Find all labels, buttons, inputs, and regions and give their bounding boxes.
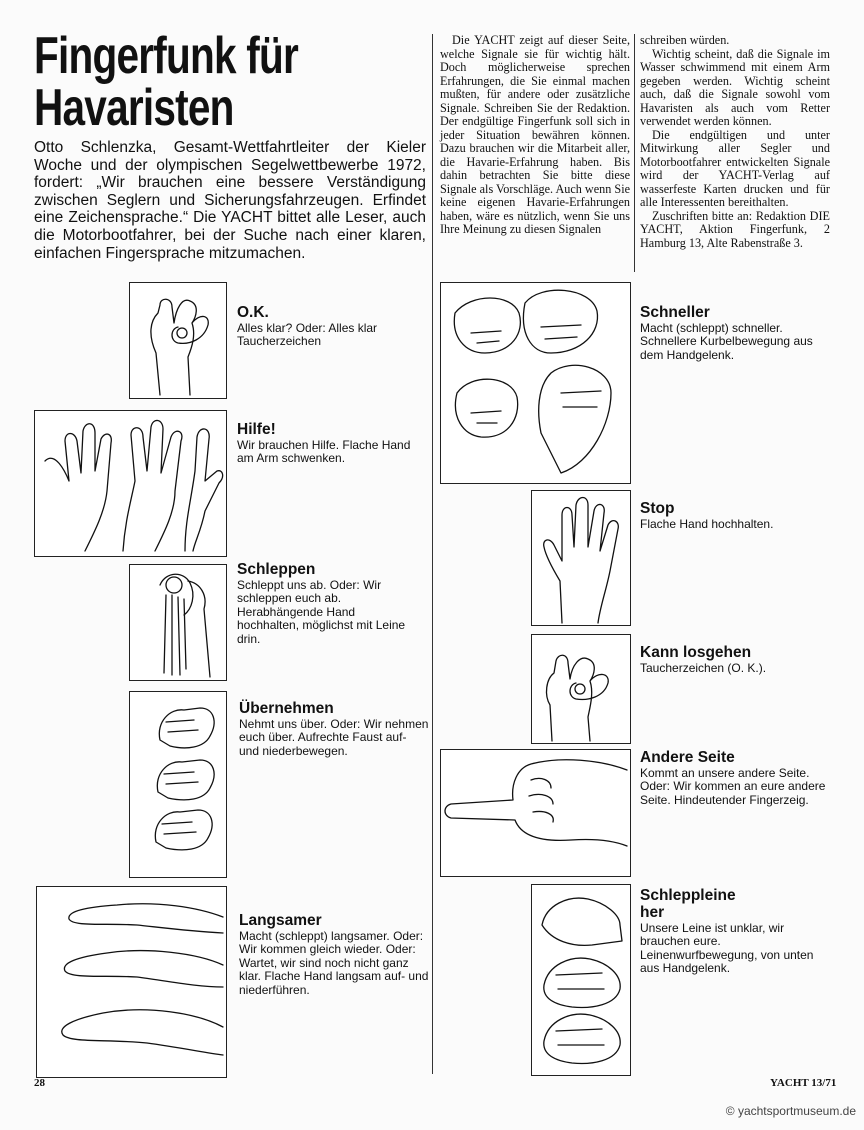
issue-label: YACHT 13/71 <box>770 1077 837 1089</box>
signal-uebernehmen <box>239 700 429 758</box>
signal-title: O.K. <box>237 304 269 321</box>
signal-title: Hilfe! <box>237 421 276 438</box>
signal-title: Schneller <box>640 304 710 321</box>
signal-kann-losgehen <box>640 644 830 675</box>
body-column-b <box>640 34 830 250</box>
hand-with-rope-icon <box>129 564 227 681</box>
signal-title: Schleppleine her <box>640 887 736 921</box>
stacked-fists-icon <box>129 691 227 878</box>
article-title <box>34 27 346 137</box>
pointing-hand-icon <box>440 749 631 877</box>
flat-hands-icon <box>36 886 227 1078</box>
signal-title: Kann losgehen <box>640 644 752 661</box>
signal-title: Andere Seite <box>640 749 735 766</box>
signal-schleppen <box>237 561 417 646</box>
column-divider <box>432 34 433 1074</box>
signal-description: Alles klar? Oder: Alles klar Taucherzeichen <box>237 321 378 349</box>
signal-description: Macht (schleppt) schneller. Schnellere Kurbelbewegung aus dem Handgelenk. <box>640 321 813 362</box>
signal-schneller <box>640 304 830 362</box>
signal-title: Schleppen <box>237 561 316 578</box>
watermark: © yachtsportmuseum.de <box>725 1104 856 1118</box>
body-paragraph: Zuschriften bitte an: Redaktion DIE YACHT, Aktion Fingerfunk, 2 Hamburg 13, Alte Rabenstraße 3. <box>640 208 830 250</box>
column-divider <box>634 34 635 272</box>
title-line-1: Fingerfunk für <box>34 27 298 85</box>
body-column-a <box>440 34 630 237</box>
title-line-2: Havaristen <box>34 79 234 137</box>
signal-title: Stop <box>640 500 675 517</box>
signal-ok <box>237 304 417 349</box>
signal-description: Kommt an unsere andere Seite. Oder: Wir kommen an eure andere Seite. Hindeutender Fingerzeig. <box>640 766 826 807</box>
signal-title: Langsamer <box>239 912 322 929</box>
intro-paragraph: Otto Schlenzka, Gesamt-Wettfahrtleiter der Kieler Woche und der olympischen Segelwettbewerbe 1972, fordert: „Wir brauchen eine bessere Verständigung zwischen Seglern und Sicherungsfahrzeugen. Erfindet eine Zeichensprache.“ Die YACHT bittet alle Leser, auch die Motorbootfahrer, bei der Suche nach einer klaren, einfachen Fingersprache mitzumachen. <box>34 139 426 262</box>
signal-description: Flache Hand hochhalten. <box>640 517 774 531</box>
body-paragraph: Die endgültigen und unter Mitwirkung aller Segler und Motorbootfahrer entwickelten Signale wird der YACHT-Verlag auf wasserfeste Karten drucken und für alle Interessenten bereithalten. <box>640 127 830 209</box>
signal-description: Unsere Leine ist unklar, wir brauchen eure. Leinenwurfbewegung, von unten aus Handgelenk. <box>640 921 814 976</box>
ok-hand-icon <box>129 282 227 399</box>
signal-title: Übernehmen <box>239 700 334 717</box>
signal-description: Taucherzeichen (O. K.). <box>640 661 767 675</box>
signal-hilfe <box>237 421 417 466</box>
throwing-hands-icon <box>531 884 631 1076</box>
signal-description: Schleppt uns ab. Oder: Wir schleppen euch ab. Herabhängende Hand hochhalten, möglichst mit Leine drin. <box>237 578 406 646</box>
signal-description: Macht (schleppt) langsamer. Oder: Wir kommen gleich wieder. Oder: Wartet, wir sind noch nicht ganz klar. Flache Hand langsam auf- und niederführen. <box>239 929 429 997</box>
signal-andere-seite <box>640 749 830 807</box>
page-number: 28 <box>34 1077 45 1089</box>
body-paragraph: schreiben würden. <box>640 33 730 47</box>
body-paragraph: Wichtig scheint, daß die Signale im Wasser schwimmend mit einem Arm gegeben werden. Wichtig scheint auch, daß die Signale sowohl vom Havaristen als auch vom Retter verwendet werden können. <box>640 46 830 128</box>
signal-stop <box>640 500 830 531</box>
signal-langsamer <box>239 912 429 997</box>
ok-hand-icon <box>531 634 631 744</box>
signal-schleppleine-her <box>640 887 830 976</box>
cranking-fists-icon <box>440 282 631 484</box>
raised-palm-icon <box>531 490 631 626</box>
signal-description: Wir brauchen Hilfe. Flache Hand am Arm schwenken. <box>237 438 411 466</box>
signal-description: Nehmt uns über. Oder: Wir nehmen euch über. Aufrechte Faust auf- und niederbewegen. <box>239 717 429 758</box>
waving-hands-icon <box>34 410 227 557</box>
body-paragraph: Die YACHT zeigt auf dieser Seite, welche Signale sie für wichtig hält. Doch möglicherweise sprechen Erfahrungen, die Sie einmal machen mußten, für andere oder zusätzliche Signale. Schreiben Sie der Redaktion. Der endgültige Fingerfunk soll sich in jeder Situation bewähren können. Dazu brauchen wir die Mitarbeit aller, die Havarie-Erfahrung haben. Bis dahin betrachten Sie bitte diese Signale als Vorschläge. Auch wenn Sie keine eigenen Havarie-Erfahrungen haben, wäre es nützlich, wenn Sie uns Ihre Meinung zu diesen Signalen <box>440 33 630 236</box>
